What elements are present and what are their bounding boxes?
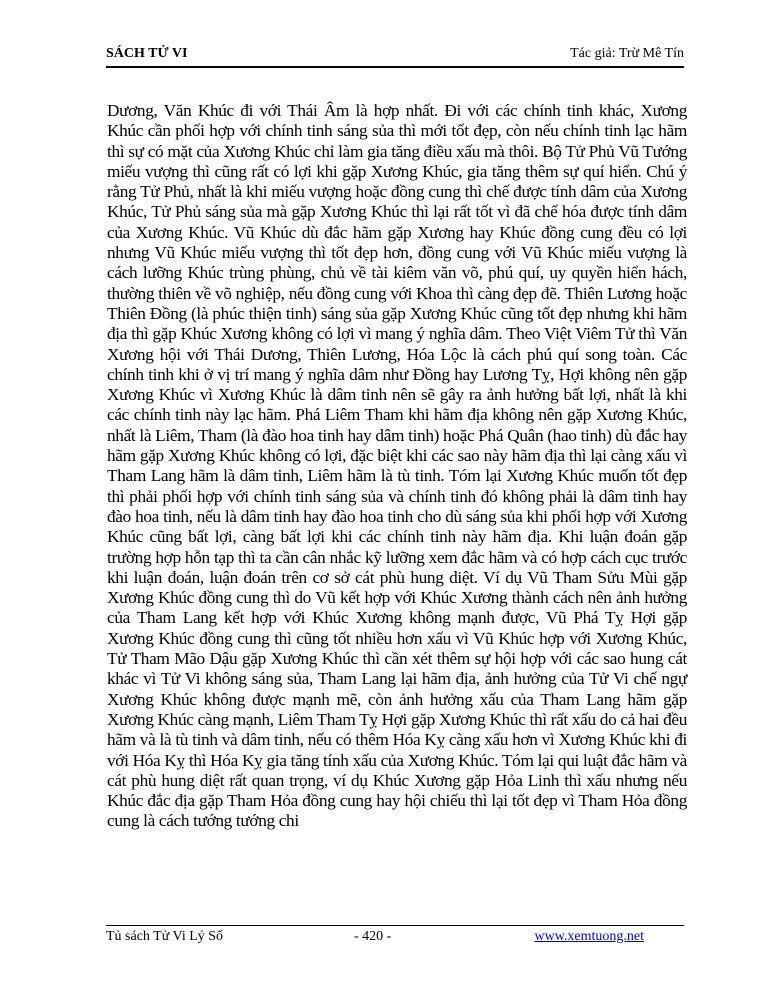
author-name: Tác giả: Trừ Mê Tín xyxy=(570,46,684,61)
page-header xyxy=(106,44,684,68)
page-number: - 420 - xyxy=(354,929,392,944)
book-title: SÁCH TỬ VI xyxy=(106,46,188,61)
page-footer xyxy=(106,925,684,944)
website-link[interactable]: www.xemtuong.net xyxy=(534,929,644,944)
body-paragraph: Dương, Văn Khúc đi với Thái Âm là hợp nhất. Đi với các chính tinh khác, Xương Khúc cần phối hợp với chính tinh sáng sủa thì mới tốt đẹp, còn nếu chính tinh lạc hãm thì sự có mặt của Xương Khúc chỉ làm gia tăng điều xấu mà thôi. Bộ Tử Phủ Vũ Tướng miếu vượng thì cũng rất có lợi khi gặp Xương Khúc, gia tăng thêm sự quí hiển. Chú ý rằng Tử Phủ, nhất là khi miếu vượng hoặc đồng cung thì chế được tính dâm của Xương Khúc, Tử Phủ sáng sủa mà gặp Xương Khúc thì lại rất tốt vì đã chế hóa được tính dâm của Xương Khúc. Vũ Khúc dù đắc hãm gặp Xương hay Khúc đồng cung đều có lợi nhưng Vũ Khúc miếu vượng thì tốt đẹp hơn, đồng cung với Vũ Khúc miếu vượng là cách lưỡng Khúc trùng phùng, chủ về tài kiêm văn võ, phú quí, uy quyền hiển hách, thường thiên về võ nghiệp, nếu đồng cung với Khoa thì càng đẹp đẽ. Thiên Lương hoặc Thiên Đồng (là phúc thiện tinh) sáng sủa gặp Xương Khúc cũng tốt đẹp nhưng khi hãm địa thì gặp Khúc Xương không có lợi vì mang ý nghĩa dâm. Theo Việt Viêm Tử thì Văn Xương hội với Thái Dương, Thiên Lương, Hóa Lộc là cách phú quí song toàn. Các chính tinh khi ở vị trí mang ý nghĩa dâm như Đồng hay Lương Tỵ, Hợi không nên gặp Xương Khúc vì Xương Khúc là dâm tinh nên sẽ gây ra ảnh hưởng bất lợi, nhất là khi các chính tinh này lạc hãm. Phá Liêm Tham khi hãm địa không nên gặp Xương Khúc, nhất là Liêm, Tham (là đào hoa tinh hay dâm tinh) hoặc Phá Quân (hao tinh) dù đắc hay hãm gặp Xương Khúc không có lợi, đặc biệt khi các sao này hãm địa thì lại càng xấu vì Tham Lang hãm là dâm tinh, Liêm hãm là tù tinh. Tóm lại Xương Khúc muốn tốt đẹp thì phải phối hợp với chính tinh sáng sủa và chính tinh đó không phải là dâm tinh hay đào hoa tinh, nếu là dâm tinh hay đào hoa tinh cho dù sáng sủa khi phối hợp với Xương Khúc cũng bất lợi, càng bất lợi khi các chính tinh này hãm địa. Khi luận đoán gặp trường hợp hỗn tạp thì ta cần cân nhắc kỹ lưỡng xem đắc hãm và có hợp cách cục trước khi luận đoán, luận đoán trên cơ sở cát phù hung diệt. Ví dụ Vũ Tham Sửu Mùi gặp Xương Khúc đồng cung thì do Vũ kết hợp với Khúc Xương thành cách nên ảnh hưởng của Tham Lang kết hợp với Khúc Xương không mạnh được, Vũ Phá Tỵ Hợi gặp Xương Khúc đồng cung thì cũng tốt nhiều hơn xấu vì Vũ Khúc hợp với Xương Khúc, Tử Tham Mão Dậu gặp Xương Khúc thì cần xét thêm sự hội hợp với các sao hung cát khác vì Tử Vi không sáng sủa, Tham Lang lại hãm địa, ảnh hưởng của Tử Vi chế ngự Xương Khúc không được mạnh mẽ, còn ảnh hưởng xấu của Tham Lang hãm gặp Xương Khúc càng mạnh, Liêm Tham Tỵ Hợi gặp Xương Khúc thì rất xấu do cả hai đều hãm và là tù tinh và dâm tinh, nếu có thêm Hóa Kỵ càng xấu hơn vì Xương Khúc khi đi với Hóa Kỵ thì Hóa Kỵ gia tăng tính xấu của Xương Khúc. Tóm lại qui luật đắc hãm và cát phù hung diệt rất quan trọng, ví dụ Khúc Xương gặp Hỏa Linh thì xấu nhưng nếu Khúc đắc địa gặp Tham Hỏa đồng cung hay hội chiếu thì lại tốt đẹp vì Tham Hỏa đồng cung là cách tướng tướng chi xyxy=(107,101,687,831)
series-name: Tủ sách Tử Vi Lý Số xyxy=(106,929,224,944)
